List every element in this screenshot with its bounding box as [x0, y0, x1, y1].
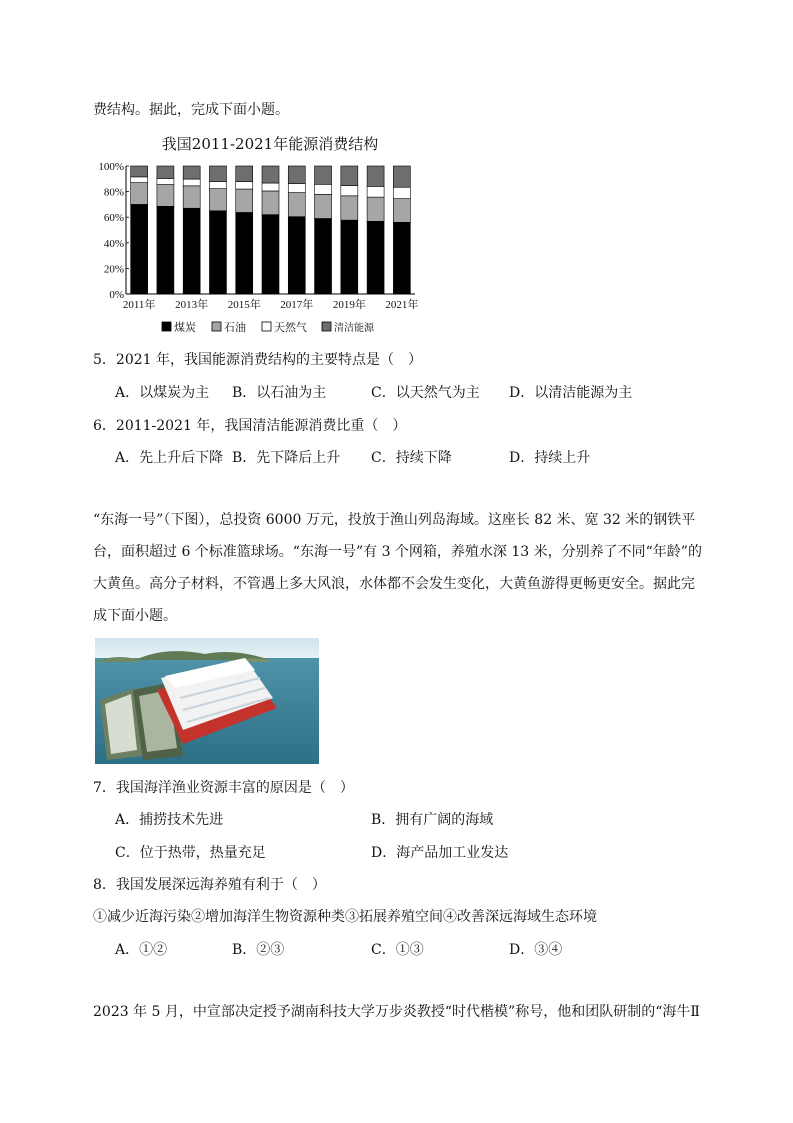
- legend-swatch: [322, 322, 331, 331]
- q8-option-b[interactable]: B．②③: [232, 942, 285, 958]
- bar-segment-天然气: [183, 179, 200, 186]
- q5-stem: 5．2021 年，我国能源消费结构的主要特点是（ ）: [93, 352, 422, 368]
- x-tick-label: 2011年: [122, 299, 156, 311]
- passage-line-1: “东海一号”（下图），总投资 6000 万元，投放于渔山列岛海域。这座长 82 米、宽 32 米的钢铁平: [93, 512, 696, 528]
- donghai-platform-photo: [95, 638, 319, 764]
- x-tick-label: 2019年: [332, 299, 366, 311]
- bar-segment-清洁能源: [236, 166, 253, 182]
- q6-stem: 6．2011-2021 年，我国清洁能源消费比重（ ）: [93, 418, 407, 434]
- bar-segment-清洁能源: [131, 166, 148, 177]
- bar-segment-煤炭: [236, 212, 253, 294]
- y-tick-label: 0%: [109, 289, 124, 301]
- chart-title: 我国2011-2021年能源消费结构: [161, 135, 379, 153]
- bar-segment-煤炭: [209, 211, 226, 294]
- q8-option-a[interactable]: A．①②: [115, 942, 168, 958]
- bar-segment-煤炭: [288, 217, 305, 294]
- bar-segment-清洁能源: [341, 166, 358, 186]
- bar-segment-煤炭: [183, 208, 200, 294]
- q5-option-d[interactable]: D．以清洁能源为主: [509, 385, 633, 401]
- legend-label: 清洁能源: [334, 323, 374, 334]
- q5-option-a[interactable]: A．以煤炭为主: [115, 385, 210, 401]
- bar-segment-石油: [341, 196, 358, 220]
- q5-option-b[interactable]: B．以石油为主: [232, 385, 327, 401]
- bar-segment-天然气: [393, 187, 410, 198]
- energy-consumption-chart: [90, 132, 420, 340]
- legend-swatch: [262, 322, 271, 331]
- bar-segment-石油: [236, 189, 253, 212]
- q6-option-c[interactable]: C．持续下降: [371, 450, 452, 466]
- q6-option-b[interactable]: B．先下降后上升: [232, 450, 341, 466]
- next-passage-start: 2023 年 5 月，中宣部决定授予湖南科技大学万步炎教授“时代楷模”称号，他和团队研制的“海牛Ⅱ: [93, 1004, 700, 1020]
- bar-segment-天然气: [262, 183, 279, 191]
- bar-segment-清洁能源: [183, 166, 200, 179]
- y-tick-label: 40%: [103, 237, 124, 250]
- bar-segment-天然气: [341, 186, 358, 196]
- bar-segment-石油: [157, 185, 174, 207]
- q8-option-c[interactable]: C．①③: [371, 942, 424, 958]
- q8-stem: 8．我国发展深远海养殖有利于（ ）: [93, 877, 326, 893]
- bar-segment-煤炭: [341, 220, 358, 294]
- bar-segment-天然气: [288, 184, 305, 193]
- intro-text: 费结构。据此，完成下面小题。: [93, 102, 289, 118]
- passage-line-2: 台，面积超过 6 个标准篮球场。“东海一号”有 3 个网箱，养殖水深 13 米，分别养了不同“年龄”的: [93, 544, 702, 560]
- bar-segment-清洁能源: [315, 166, 332, 184]
- legend-swatch: [162, 322, 171, 331]
- bar-segment-天然气: [367, 186, 384, 197]
- passage-line-3: 大黄鱼。高分子材料，不管遇上多大风浪，水体都不会发生变化，大黄鱼游得更畅更安全。据此完: [93, 576, 695, 592]
- bar-segment-石油: [315, 194, 332, 218]
- bar-segment-天然气: [236, 182, 253, 189]
- y-tick-label: 60%: [103, 212, 124, 225]
- bar-segment-石油: [393, 199, 410, 223]
- legend-label: 煤炭: [174, 321, 196, 334]
- x-tick-label: 2013年: [175, 299, 209, 311]
- x-tick-label: 2015年: [227, 299, 261, 311]
- bar-segment-天然气: [315, 184, 332, 194]
- q7-stem: 7．我国海洋渔业资源丰富的原因是（ ）: [93, 780, 354, 796]
- bar-segment-煤炭: [393, 222, 410, 294]
- q8-items: ①减少近海污染②增加海洋生物资源种类③拓展养殖空间④改善深远海域生态环境: [93, 909, 597, 925]
- q7-option-b[interactable]: B．拥有广阔的海域: [371, 812, 494, 828]
- q8-option-d[interactable]: D．③④: [509, 942, 563, 958]
- legend-swatch: [212, 322, 221, 331]
- y-tick-label: 100%: [98, 161, 124, 173]
- bar-segment-煤炭: [367, 221, 384, 294]
- bar-segment-天然气: [131, 177, 148, 183]
- bar-segment-石油: [183, 186, 200, 208]
- y-tick-label: 20%: [103, 263, 124, 276]
- bar-segment-清洁能源: [157, 166, 174, 178]
- bar-segment-石油: [367, 197, 384, 221]
- x-tick-label: 2017年: [280, 299, 314, 311]
- q7-option-a[interactable]: A．捕捞技术先进: [115, 812, 224, 828]
- legend-label: 石油: [224, 321, 246, 334]
- bar-segment-清洁能源: [393, 166, 410, 187]
- bar-segment-石油: [131, 183, 148, 205]
- q6-option-d[interactable]: D．持续上升: [509, 450, 591, 466]
- q6-option-a[interactable]: A．先上升后下降: [115, 450, 224, 466]
- q7-option-d[interactable]: D．海产品加工业发达: [371, 845, 509, 861]
- bar-segment-煤炭: [131, 204, 148, 294]
- bar-segment-清洁能源: [288, 166, 305, 184]
- bar-segment-清洁能源: [209, 166, 226, 181]
- x-tick-label: 2021年: [385, 299, 419, 311]
- bar-segment-清洁能源: [367, 166, 384, 186]
- bar-segment-煤炭: [315, 218, 332, 294]
- bar-segment-天然气: [209, 181, 226, 188]
- q5-option-c[interactable]: C．以天然气为主: [371, 385, 480, 401]
- bar-segment-石油: [288, 193, 305, 217]
- legend-label: 天然气: [274, 321, 307, 334]
- bar-segment-煤炭: [157, 206, 174, 294]
- bar-segment-天然气: [157, 178, 174, 184]
- bar-segment-清洁能源: [262, 166, 279, 183]
- y-tick-label: 80%: [103, 186, 124, 199]
- bar-segment-石油: [262, 191, 279, 215]
- q7-option-c[interactable]: C．位于热带，热量充足: [115, 845, 266, 861]
- bar-segment-石油: [209, 189, 226, 211]
- bar-segment-煤炭: [262, 215, 279, 294]
- passage-line-4: 成下面小题。: [93, 608, 177, 624]
